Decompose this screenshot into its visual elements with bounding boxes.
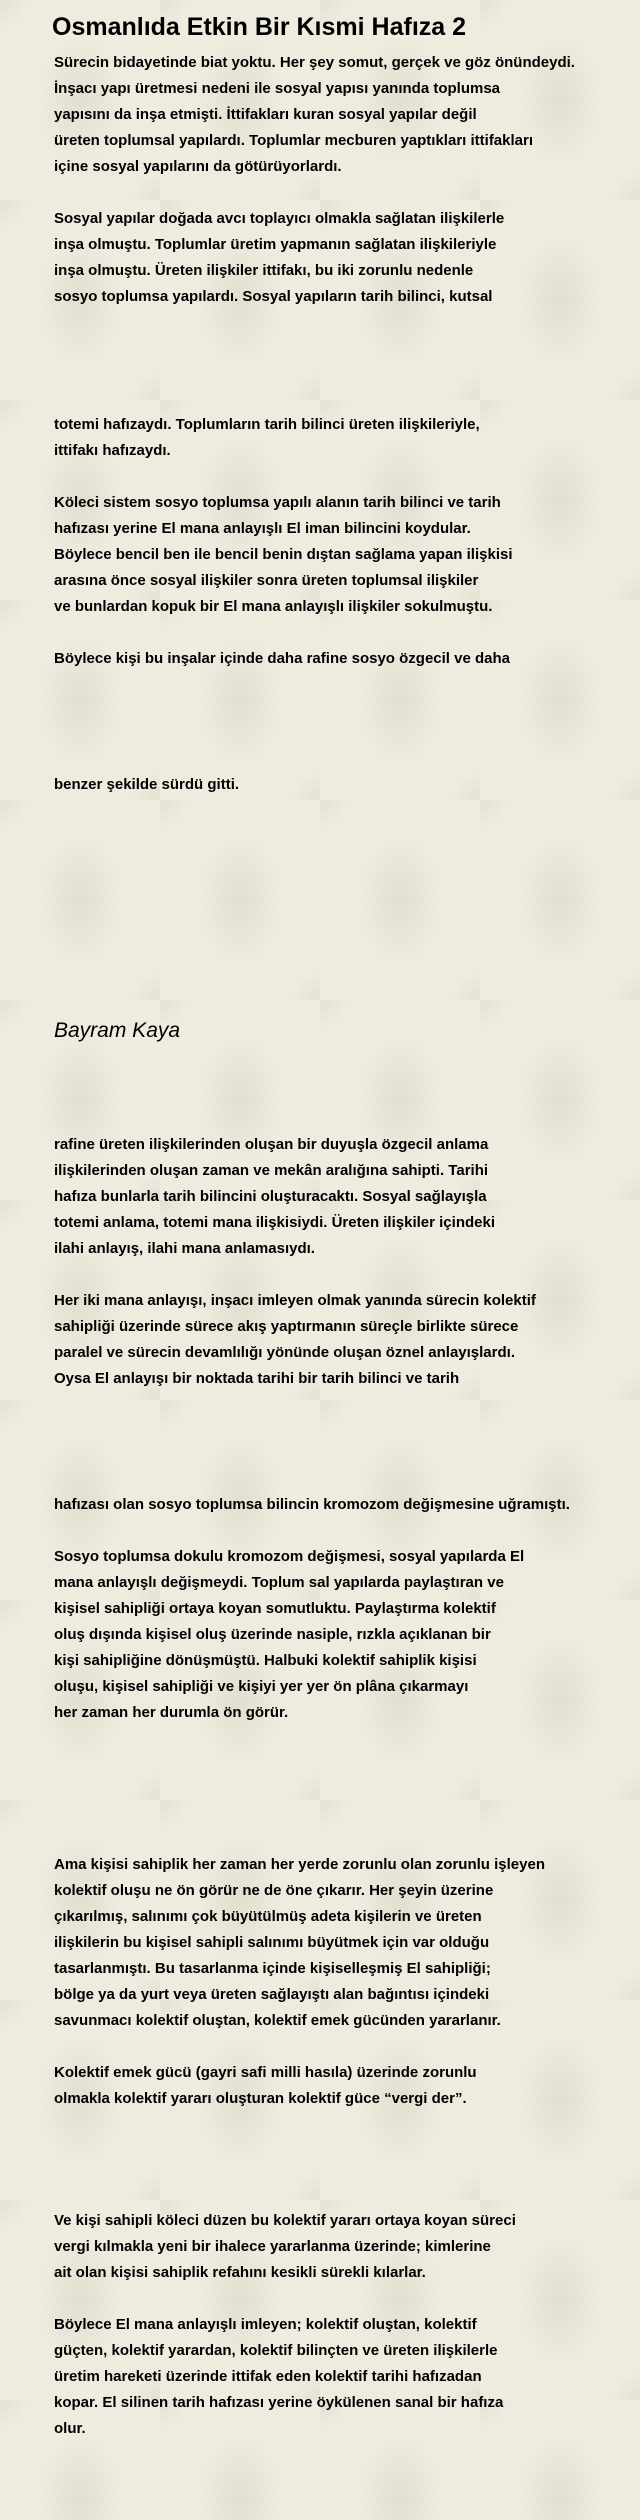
text-line: Her iki mana anlayışı, inşacı imleyen olmak yanında sürecin kolektif bbox=[54, 1292, 536, 1309]
paragraph-11 bbox=[54, 1852, 614, 2034]
article-title: Osmanlıda Etkin Bir Kısmi Hafıza 2 bbox=[52, 13, 467, 41]
paragraph-5 bbox=[54, 646, 614, 672]
paragraph-8 bbox=[54, 1288, 614, 1392]
author-name: Bayram Kaya bbox=[54, 1019, 181, 1042]
text-line: yapısını da inşa etmişti. İttifakları kuran sosyal yapılar değil bbox=[54, 106, 477, 123]
text-line: çıkarılmış, salınımı çok büyütülmüş adeta kişilerin ve üreten bbox=[54, 1908, 482, 1925]
paragraph-7 bbox=[54, 1132, 614, 1262]
text-line: üreten toplumsal yapılardı. Toplumlar mecburen yaptıkları ittifakları bbox=[54, 132, 534, 149]
paragraph-14 bbox=[54, 2312, 614, 2442]
text-line: Sosyal yapılar doğada avcı toplayıcı olmakla sağlatan ilişkilerle bbox=[54, 210, 505, 227]
text-line: mana anlayışlı değişmeydi. Toplum sal yapılarda paylaştıran ve bbox=[54, 1574, 504, 1591]
text-line: Böylece El mana anlayışlı imleyen; kolektif oluştan, kolektif bbox=[54, 2316, 477, 2333]
text-line: oluşu, kişisel sahipliği ve kişiyi yer yer ön plâna çıkarmayı bbox=[54, 1678, 469, 1695]
text-line: sahipliği üzerinde sürece akış yaptırmanın süreçle birlikte sürece bbox=[54, 1318, 519, 1335]
text-line: kişi sahipliğine dönüşmüştü. Halbuki kolektif sahiplik kişisi bbox=[54, 1652, 477, 1669]
text-line: Böylece kişi bu inşalar içinde daha rafine sosyo özgecil ve daha bbox=[54, 650, 511, 667]
text-line: Böylece bencil ben ile bencil benin dıştan sağlama yapan ilişkisi bbox=[54, 546, 513, 563]
text-line: kolektif oluşu ne ön görür ne de öne çıkarır. Her şeyin üzerine bbox=[54, 1882, 494, 1899]
text-line: hafızası olan sosyo toplumsa bilincin kromozom değişmesine uğramıştı. bbox=[54, 1496, 570, 1513]
text-line: vergi kılmakla yeni bir ihalece yararlanma üzerinde; kimlerine bbox=[54, 2238, 491, 2255]
text-line: ait olan kişisi sahiplik refahını kesikli sürekli kılarlar. bbox=[54, 2264, 426, 2281]
text-line: hafıza bunlarla tarih bilincini oluşturacaktı. Sosyal sağlayışla bbox=[54, 1188, 487, 1205]
text-line: kişisel sahipliği ortaya koyan somutluktu. Paylaştırma kolektif bbox=[54, 1600, 496, 1617]
text-line: Kolektif emek gücü (gayri safi milli hasıla) üzerinde zorunlu bbox=[54, 2064, 477, 2081]
paragraph-4 bbox=[54, 490, 614, 620]
text-line: Sosyo toplumsa dokulu kromozom değişmesi, sosyal yapılarda El bbox=[54, 1548, 525, 1565]
text-line: ittifakı hafızaydı. bbox=[54, 442, 171, 459]
text-line: Ve kişi sahipli köleci düzen bu kolektif yararı ortaya koyan süreci bbox=[54, 2212, 516, 2229]
text-line: Oysa El anlayışı bir noktada tarihi bir tarih bilinci ve tarih bbox=[54, 1370, 460, 1387]
text-line: Köleci sistem sosyo toplumsa yapılı alanın tarih bilinci ve tarih bbox=[54, 494, 501, 511]
text-line: inşa olmuştu. Üreten ilişkiler ittifakı, bu iki zorunlu nedenle bbox=[54, 262, 474, 279]
paragraph-13 bbox=[54, 2208, 614, 2286]
text-line: savunmacı kolektif oluştan, kolektif emek gücünden yararlanır. bbox=[54, 2012, 501, 2029]
paragraph-2 bbox=[54, 206, 614, 310]
paragraph-12 bbox=[54, 2060, 614, 2112]
text-line: arasına önce sosyal ilişkiler sonra üreten toplumsal ilişkiler bbox=[54, 572, 479, 589]
text-line: sosyo toplumsa yapılardı. Sosyal yapıların tarih bilinci, kutsal bbox=[54, 288, 493, 305]
text-line: her zaman her durumla ön görür. bbox=[54, 1704, 289, 1721]
text-line: hafızası yerine El mana anlayışlı El iman bilincini koydular. bbox=[54, 520, 471, 537]
text-line: içine sosyal yapılarını da götürüyorlardı. bbox=[54, 158, 342, 175]
text-line: tasarlanmıştı. Bu tasarlanma içinde kişiselleşmiş El sahipliği; bbox=[54, 1960, 491, 1977]
text-line: olmakla kolektif yararı oluşturan kolektif güce “vergi der”. bbox=[54, 2090, 467, 2107]
text-line: Ama kişisi sahiplik her zaman her yerde zorunlu olan zorunlu işleyen bbox=[54, 1856, 545, 1873]
text-line: olur. bbox=[54, 2420, 86, 2437]
text-line: İnşacı yapı üretmesi nedeni ile sosyal yapısı yanında toplumsa bbox=[54, 80, 501, 97]
text-line: bölge ya da yurt veya üreten sağlayıştı alan bağıntısı içindeki bbox=[54, 1986, 490, 2003]
text-line: ve bunlardan kopuk bir El mana anlayışlı ilişkiler sokulmuştu. bbox=[54, 598, 493, 615]
text-line: ilişkilerinden oluşan zaman ve mekân aralığına sahipti. Tarihi bbox=[54, 1162, 489, 1179]
text-line: totemi anlama, totemi mana ilişkisiydi. Üreten ilişkiler içindeki bbox=[54, 1214, 495, 1231]
paragraph-10 bbox=[54, 1544, 614, 1726]
text-line: ilişkilerin bu kişisel sahipli salınımı büyütmek için var olduğu bbox=[54, 1934, 490, 1951]
paragraph-9 bbox=[54, 1492, 614, 1518]
paragraph-6 bbox=[54, 772, 614, 798]
text-line: oluş dışında kişisel oluş üzerinde nasiple, rızkla açıklanan bir bbox=[54, 1626, 491, 1643]
text-line: paralel ve sürecin devamlılığı yönünde oluşan öznel anlayışlardı. bbox=[54, 1344, 515, 1361]
text-line: Sürecin bidayetinde biat yoktu. Her şey somut, gerçek ve göz önündeydi. bbox=[54, 54, 575, 71]
text-line: benzer şekilde sürdü gitti. bbox=[54, 776, 240, 793]
paragraph-3 bbox=[54, 412, 614, 464]
text-line: inşa olmuştu. Toplumlar üretim yapmanın sağlatan ilişkileriyle bbox=[54, 236, 497, 253]
text-line: rafine üreten ilişkilerinden oluşan bir duyuşla özgecil anlama bbox=[54, 1136, 489, 1153]
paragraph-1 bbox=[54, 50, 614, 180]
text-line: ilahi anlayış, ilahi mana anlamasıydı. bbox=[54, 1240, 315, 1257]
text-line: kopar. El silinen tarih hafızası yerine öykülenen sanal bir hafıza bbox=[54, 2394, 504, 2411]
text-line: üretim hareketi üzerinde ittifak eden kolektif tarihi hafızadan bbox=[54, 2368, 482, 2385]
text-line: totemi hafızaydı. Toplumların tarih bilinci üreten ilişkileriyle, bbox=[54, 416, 480, 433]
text-line: güçten, kolektif yarardan, kolektif bilinçten ve üreten ilişkilerle bbox=[54, 2342, 498, 2359]
